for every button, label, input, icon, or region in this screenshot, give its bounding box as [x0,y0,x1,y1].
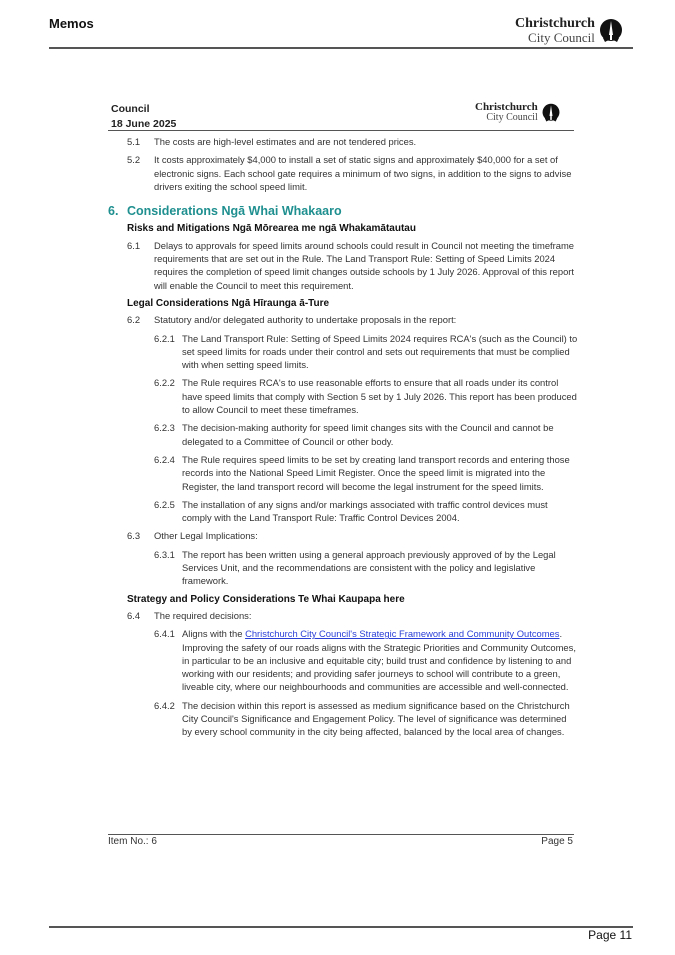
paragraph-6-2-3 [108,421,578,448]
christchurch-council-logo-icon [598,18,624,44]
christchurch-council-logo-icon [541,103,561,123]
meeting-date: 18 June 2025 [111,118,177,130]
outer-footer-rule [49,926,633,928]
paragraph-6-1 [108,239,578,292]
inner-header [111,102,176,132]
logo-line2: City Council [486,112,538,123]
paragraph-text: The decision-making authority for speed limit changes sits with the Council and cannot be delegated to a Committee of Council or other body. [182,422,554,447]
paragraph-6-4 [108,609,578,622]
outer-header-rule [49,47,633,49]
text-prefix: Aligns with the [182,628,246,640]
paragraph-text [182,627,578,693]
paragraph-number: 6.2.1 [154,332,175,344]
paragraph-6-2-4 [108,453,578,493]
paragraph-6-3-1 [108,548,578,588]
paragraph-text: Delays to approvals for speed limits around schools could result in Council not meeting the timeframe requirements that are set out in the Rule. The Land Transport Rule: Setting of Speed Limits 2024 requires the completion of speed limit changes outside schools by 1 July 2026. Approval of this report will enable the Council to meet this requirement. [154,239,575,291]
section-number: 6. [108,204,119,219]
paragraph-text: The Rule requires speed limits to be set by creating land transport records and entering those records into the National Speed Limit Register. Once the speed limit is migrated into the Register, the land transport record will become the legal instrument for the speed limits. [182,453,570,492]
paragraph-6-2-5 [108,498,578,525]
document-body [108,135,578,744]
paragraph-text: It costs approximately $4,000 to install a set of static signs and approximately $40,000 for a set of electronic signs. Each school gate requires a minimum of two signs, in addition to the signs to advise drivers exiting the school speed limit. [154,154,572,192]
memo-title: Memos [49,16,94,31]
section-title: Considerations Ngā Whai Whakaaro [127,204,342,219]
logo-line1: Christchurch [475,101,538,113]
strategic-framework-link[interactable]: Christchurch City Council's Strategic Framework and Community Outcomes [245,628,560,640]
logo-line2: City Council [528,30,595,45]
paragraph-number: 6.2 [127,314,141,326]
paragraph-text: The decision within this report is assessed as medium significance based on the Christchurch City Council's Significance and Engagement Policy. The level of significance was determined by every school community in the city being affected, balanced by the local area of changes. [182,699,570,738]
inner-page-number: Page 5 [541,836,573,847]
paragraph-6-2-1 [108,332,578,372]
paragraph-text: The installation of any signs and/or markings associated with traffic control devices must comply with the Land Transport Rule: Traffic Control Devices 2004. [182,498,548,524]
paragraph-text: The Rule requires RCA's to use reasonable efforts to ensure that all roads under its control have speed limits that comply with Section 5 set by 1 July 2026. This report has been produced to allow Council to meet these timeframes. [182,377,577,416]
paragraph-text: The costs are high-level estimates and are not tendered prices. [154,136,417,147]
paragraph-number: 6.4.1 [154,628,175,640]
paragraph-number: 6.3.1 [154,548,175,560]
paragraph-6-2 [108,313,578,326]
section-heading-6 [108,205,578,218]
paragraph-number: 5.1 [127,136,141,147]
paragraph-number: 6.3 [127,530,141,542]
paragraph-5-1 [108,135,578,148]
paragraph-number: 6.4 [127,609,141,621]
outer-page-number: Page 11 [588,928,632,942]
paragraph-text: The required decisions: [154,609,252,621]
inner-logo [475,102,561,123]
subheading-strategy: Strategy and Policy Considerations Te Whai Kaupapa here [127,593,405,605]
subheading-legal: Legal Considerations Ngā Hīraunga ā-Ture [127,297,330,309]
subheading-risks: Risks and Mitigations Ngā Mōrearea me ngā Whakamātautau [127,223,416,235]
meeting-name: Council [111,103,150,115]
inner-header-rule [108,130,574,131]
paragraph-number: 6.4.2 [154,699,175,711]
paragraph-6-4-1 [108,627,578,693]
outer-logo [515,17,624,44]
paragraph-number: 6.2.2 [154,377,175,389]
paragraph-5-2 [108,153,578,193]
item-number: Item No.: 6 [108,836,157,847]
paragraph-6-3 [108,529,578,542]
inner-footer-rule [108,834,574,835]
paragraph-number: 6.2.5 [154,498,175,510]
paragraph-number: 5.2 [127,154,141,166]
paragraph-text: Statutory and/or delegated authority to undertake proposals in the report: [154,314,457,326]
paragraph-text: Other Legal Implications: [154,530,258,542]
paragraph-number: 6.2.3 [154,422,175,434]
paragraph-number: 6.2.4 [154,453,175,465]
paragraph-6-2-2 [108,376,578,416]
logo-line1: Christchurch [515,16,595,31]
text-suffix: . Improving the safety of our roads aligns with the Strategic Priorities and Community Outcomes, in particular to be an inclusive and equitable city; build trust and confidence by listening to and working with our residents; and providing safer journeys to school will contribute to a green, liveable city, where our neighbourhoods and communities are accessible and well-connected. [182,628,576,693]
paragraph-number: 6.1 [127,239,141,251]
paragraph-text: The report has been written using a general approach previously approved of by the Legal Services Unit, and the recommendations are consistent with the policy and legislative framework. [182,548,556,587]
paragraph-6-4-2 [108,699,578,739]
paragraph-text: The Land Transport Rule: Setting of Speed Limits 2024 requires RCA's (such as the Council) to set speed limits for roads under their control and sets out requirements that must be complied with when setting speed limits. [182,332,578,371]
